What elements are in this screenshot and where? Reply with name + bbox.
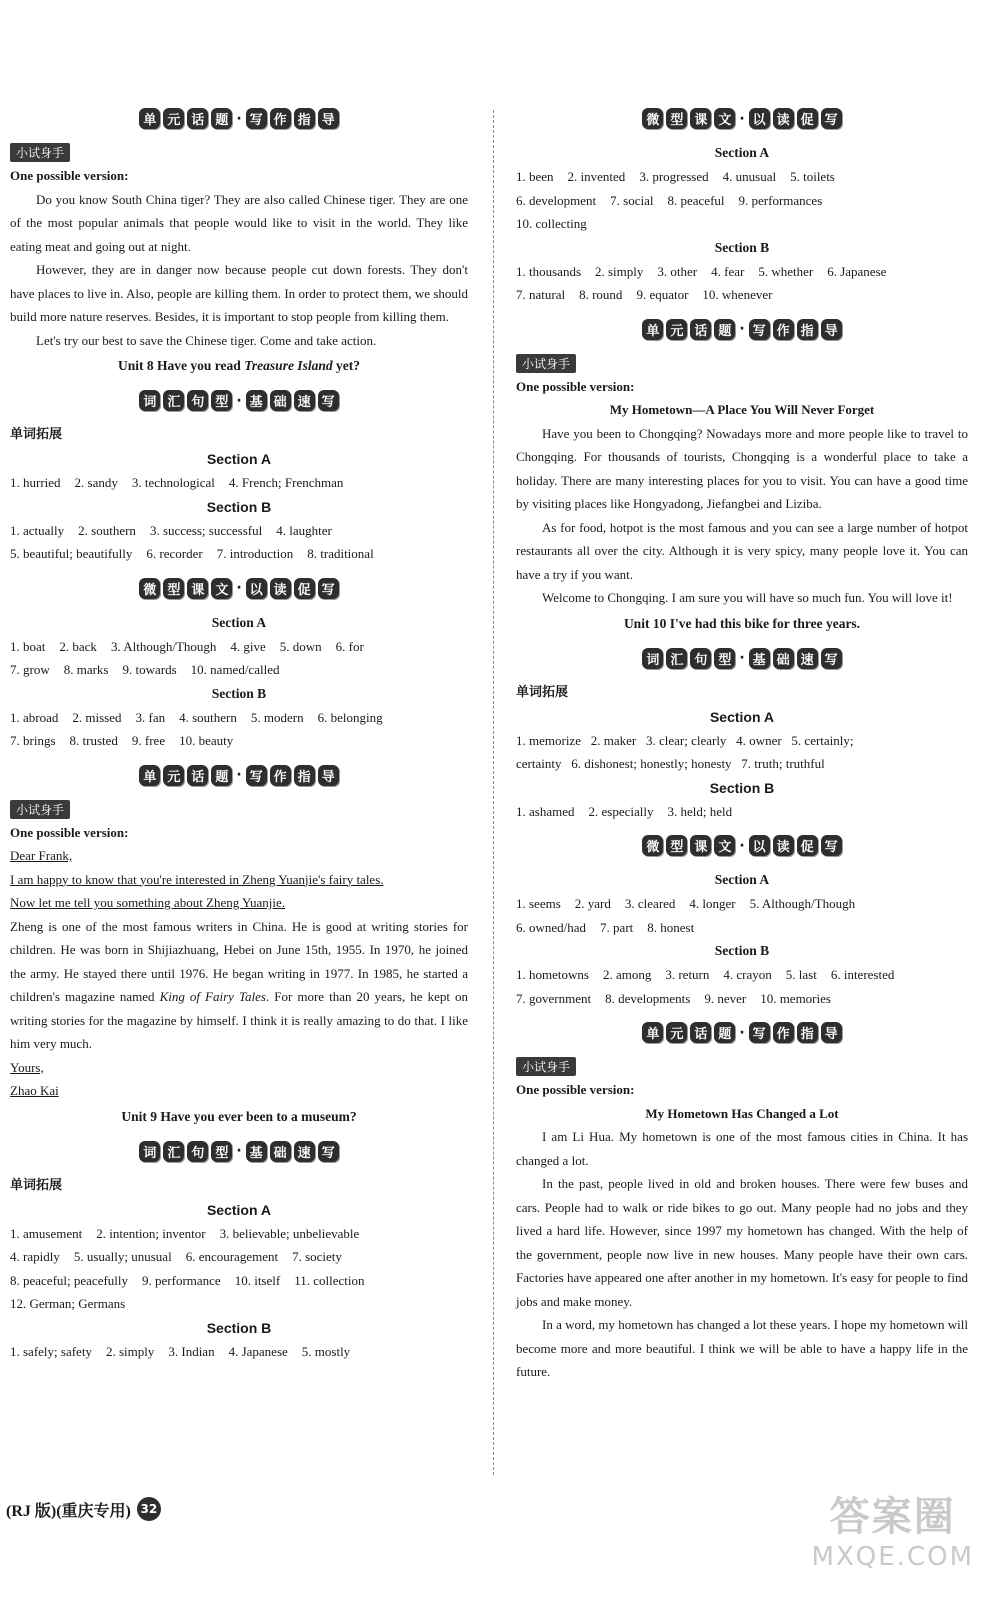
watermark-text: 答案圈 bbox=[829, 1494, 956, 1540]
banner-char: 题 bbox=[714, 1022, 735, 1043]
banner-char: 题 bbox=[211, 765, 232, 786]
banner-char: 促 bbox=[797, 835, 818, 856]
banner-char: 础 bbox=[270, 1141, 291, 1162]
answer-row bbox=[10, 729, 468, 753]
banner-char: 写 bbox=[318, 390, 339, 411]
banner-char: 读 bbox=[773, 108, 794, 129]
answer-item: 1. thousands bbox=[516, 263, 581, 279]
letter-greeting: Dear Frank, bbox=[10, 848, 73, 863]
answer-item: 9. performances bbox=[738, 192, 823, 208]
banner-char: 话 bbox=[690, 319, 711, 340]
banner-char: 速 bbox=[797, 648, 818, 669]
answer-item: 9. towards bbox=[122, 662, 177, 677]
answer-item: 5. toilets bbox=[790, 169, 835, 184]
unit8-title: Unit 8 Have you read Treasure Island yet? bbox=[118, 358, 360, 373]
banner-char: 句 bbox=[187, 1141, 208, 1162]
essay3-title: My Hometown Has Changed a Lot bbox=[645, 1105, 839, 1121]
answer-item: 1. actually bbox=[10, 522, 65, 538]
answer-item: 8. marks bbox=[63, 662, 109, 677]
tag-try: 小试身手 bbox=[516, 1057, 576, 1076]
answer-item: 9. free bbox=[131, 733, 166, 748]
banner-char: 础 bbox=[270, 390, 291, 411]
banner-char: 写 bbox=[821, 835, 842, 856]
answer-item: 5. down bbox=[279, 638, 322, 654]
banner-char: 单 bbox=[642, 1022, 663, 1043]
banner-char: 写 bbox=[318, 1141, 339, 1162]
banner-char: 元 bbox=[666, 319, 687, 340]
answer-row bbox=[516, 283, 968, 307]
banner-char: 读 bbox=[773, 835, 794, 856]
banner-char: 型 bbox=[163, 578, 184, 599]
answer-row bbox=[516, 800, 968, 824]
answer-item: 8. honest bbox=[647, 919, 695, 935]
answer-item: 8. developments bbox=[605, 990, 691, 1006]
answer-item: 2. simply bbox=[105, 1343, 155, 1359]
banner-char: 指 bbox=[797, 1022, 818, 1043]
answer-row bbox=[516, 260, 968, 284]
banner-char: 课 bbox=[187, 578, 208, 599]
answer-item: 12. German; Germans bbox=[10, 1296, 126, 1311]
answer-item: 5. usually; unusual bbox=[73, 1249, 172, 1264]
banner-char: 型 bbox=[666, 108, 687, 129]
banner-char: 写 bbox=[318, 578, 339, 599]
answer-row bbox=[10, 1340, 468, 1364]
answer-item: 9. equator bbox=[636, 287, 689, 302]
answer-item: 4. crayon bbox=[723, 967, 772, 982]
banner-char: 速 bbox=[294, 1141, 315, 1162]
banner-char: 汇 bbox=[163, 1141, 184, 1162]
column-divider bbox=[493, 110, 494, 1475]
banner-char: 话 bbox=[690, 1022, 711, 1043]
banner-char: 写 bbox=[749, 319, 770, 340]
answer-item: 7. grow bbox=[10, 662, 50, 677]
answer-item: 6. interested bbox=[830, 967, 895, 982]
section-a-heading: Section A bbox=[709, 708, 775, 725]
section-a-heading: Section A bbox=[206, 1201, 272, 1218]
banner-char: 型 bbox=[714, 648, 735, 669]
answer-item: 10. beauty bbox=[179, 733, 234, 748]
section-b-heading: Section B bbox=[709, 779, 775, 796]
answer-item: 5. beautiful; beautifully bbox=[10, 546, 133, 561]
essay1-p3: Let's try our best to save the Chinese tiger. Come and take action. bbox=[36, 332, 377, 348]
banner-char: 以 bbox=[749, 835, 770, 856]
answer-item: 3. held; held bbox=[667, 803, 733, 819]
answer-item: 2. simply bbox=[595, 263, 644, 279]
banner-char: 单 bbox=[139, 765, 160, 786]
answer-item: 8. round bbox=[579, 287, 623, 302]
banner-separator: · bbox=[236, 110, 242, 127]
answer-item: 8. trusted bbox=[69, 733, 118, 748]
banner-char: 写 bbox=[246, 108, 267, 129]
answer-item: 9. never bbox=[704, 990, 747, 1006]
tag-try: 小试身手 bbox=[516, 354, 576, 373]
banner-char: 以 bbox=[749, 108, 770, 129]
banner-separator: · bbox=[739, 1024, 745, 1041]
answer-row bbox=[516, 189, 968, 213]
essay2-p2: As for food, hotpot is the most famous and you can see a large number of hotpot restaurants all over the city. Although it is very spicy, many people love it. You can have a try if you want. bbox=[516, 519, 968, 582]
section-a-heading: Section A bbox=[206, 451, 272, 467]
watermark-url: MXQE.COM bbox=[811, 1542, 974, 1572]
answer-item: 10. named/called bbox=[190, 662, 280, 677]
answer-item: 2. back bbox=[59, 638, 97, 654]
section-a-heading: Section A bbox=[211, 614, 267, 630]
letter-closing: Yours, bbox=[10, 1059, 44, 1075]
answer-item: 5. modern bbox=[250, 709, 304, 725]
answer-row bbox=[10, 706, 468, 730]
banner-writing-guide bbox=[10, 108, 468, 129]
answer-item: 4. rapidly bbox=[10, 1249, 60, 1264]
answer-item: 6. belonging bbox=[317, 709, 383, 725]
answer-item: 2. invented bbox=[567, 169, 626, 184]
banner-micro-text bbox=[516, 835, 968, 856]
possible-version-label: One possible version: bbox=[516, 378, 635, 394]
answer-item: 4. Japanese bbox=[228, 1343, 288, 1359]
right-column bbox=[516, 96, 968, 1384]
banner-char: 句 bbox=[690, 648, 711, 669]
answer-item: 3. believable; unbelievable bbox=[219, 1225, 360, 1241]
banner-char: 作 bbox=[773, 1022, 794, 1043]
answer-item: 7. brings bbox=[10, 733, 56, 748]
banner-char: 作 bbox=[270, 765, 291, 786]
answer-item: 2. southern bbox=[78, 522, 136, 538]
banner-char: 汇 bbox=[666, 648, 687, 669]
banner-writing-guide bbox=[516, 319, 968, 340]
banner-char: 指 bbox=[294, 108, 315, 129]
answer-item: 4. unusual bbox=[722, 169, 777, 184]
answer-item: 2. sandy bbox=[74, 475, 118, 490]
essay1-p1: Do you know South China tiger? They are also called Chinese tiger. They are one of the most popular animals that people would like to visit in the world. They like eating meat and going out at night. bbox=[10, 191, 468, 254]
answer-item: 3. Indian bbox=[168, 1343, 215, 1359]
banner-char: 汇 bbox=[163, 390, 184, 411]
answer-item: 8. traditional bbox=[307, 546, 374, 561]
banner-separator: · bbox=[236, 767, 242, 783]
banner-char: 句 bbox=[187, 390, 208, 411]
tag-try: 小试身手 bbox=[10, 143, 70, 162]
banner-vocab bbox=[516, 648, 968, 669]
banner-writing-guide bbox=[10, 765, 468, 786]
possible-version-label: One possible version: bbox=[10, 824, 129, 840]
banner-separator: · bbox=[739, 321, 745, 337]
banner-separator: · bbox=[236, 392, 242, 409]
essay2-p1: Have you been to Chongqing? Nowadays more and more people like to travel to Chongqing. For thousands of tourists, Chongqing is a wonderful place to take a holiday. There are many interesting places for you to visit. You can have a good time by visiting places like Hongyadong, Jiefangbei and Liziba. bbox=[516, 425, 968, 511]
banner-separator: · bbox=[739, 650, 745, 666]
section-b-heading: Section B bbox=[211, 685, 267, 701]
tag-try: 小试身手 bbox=[10, 800, 70, 819]
essay2-p3: Welcome to Chongqing. I am sure you will have so much fun. You will love it! bbox=[542, 590, 953, 605]
banner-char: 导 bbox=[318, 765, 339, 786]
section-b-heading: Section B bbox=[206, 1319, 272, 1336]
essay3-p2: In the past, people lived in old and broken houses. There were few buses and cars. People had to walk or ride bikes to go out. Many people had no jobs and they lived a hard life. However, since 1997 my hometown has changed. With the help of the government, people now live in new houses. Many people have their own cars. Factories have appeared one after another in my hometown. It's easy for people to find jobs and make money. bbox=[516, 1176, 968, 1309]
answer-item: 3. technological bbox=[131, 475, 215, 490]
answer-item: 10. memories bbox=[760, 990, 831, 1006]
answer-item: 7. social bbox=[610, 192, 654, 208]
answer-item: 5. last bbox=[785, 967, 817, 982]
answer-item: 2. yard bbox=[574, 896, 611, 911]
letter-signature: Zhao Kai bbox=[10, 1083, 59, 1098]
answer-item: 3. success; successful bbox=[149, 522, 263, 538]
answer-row bbox=[10, 471, 468, 495]
answer-item: 1. been bbox=[516, 169, 554, 184]
section-a-heading: Section A bbox=[714, 145, 770, 160]
letter-line-1: I am happy to know that you're interested in Zheng Yuanjie's fairy tales. bbox=[10, 871, 384, 887]
banner-char: 话 bbox=[187, 108, 208, 129]
answer-item: 6. recorder bbox=[146, 546, 203, 561]
banner-char: 单 bbox=[139, 108, 160, 129]
banner-micro-text bbox=[516, 108, 968, 129]
possible-version-label: One possible version: bbox=[10, 168, 129, 183]
banner-char: 写 bbox=[246, 765, 267, 786]
answer-row bbox=[516, 916, 968, 940]
answer-item: 8. peaceful; peacefully bbox=[10, 1272, 129, 1288]
answer-row bbox=[516, 892, 968, 916]
answer-row bbox=[516, 963, 968, 987]
answer-item: 9. performance bbox=[142, 1272, 221, 1288]
banner-char: 基 bbox=[749, 648, 770, 669]
answer-row bbox=[10, 542, 468, 566]
banner-vocab bbox=[10, 390, 468, 411]
answer-item: 7. society bbox=[292, 1249, 342, 1264]
answer-row bbox=[10, 635, 468, 659]
banner-char: 导 bbox=[821, 319, 842, 340]
banner-char: 型 bbox=[211, 390, 232, 411]
banner-char: 课 bbox=[690, 108, 711, 129]
banner-char: 写 bbox=[821, 108, 842, 129]
banner-char: 题 bbox=[211, 108, 232, 129]
answer-item: 5. whether bbox=[758, 263, 814, 279]
answer-item: 2. especially bbox=[588, 803, 654, 819]
answer-row bbox=[516, 165, 968, 189]
banner-char: 单 bbox=[642, 319, 663, 340]
answer-item: 3. fan bbox=[135, 709, 166, 725]
possible-version-label: One possible version: bbox=[516, 1082, 635, 1097]
section-b-heading: Section B bbox=[714, 239, 770, 255]
banner-char: 作 bbox=[773, 319, 794, 340]
essay2-title: My Hometown—A Place You Will Never Forget bbox=[609, 402, 875, 417]
answer-item: 10. collecting bbox=[516, 216, 587, 231]
answer-item: 4. longer bbox=[689, 896, 736, 911]
banner-char: 础 bbox=[773, 648, 794, 669]
answer-row bbox=[10, 1292, 468, 1316]
answer-item: 2. among bbox=[602, 967, 652, 982]
banner-separator: · bbox=[236, 580, 242, 596]
essay1-p2: However, they are in danger now because people cut down forests. They don't have places to live in. Also, people are killing them. In order to protect them, we should build more nature reserves. Besides, it is important to stop people from killing them. bbox=[10, 262, 468, 324]
answer-item: 6. development bbox=[516, 192, 597, 208]
answer-item: 10. whenever bbox=[702, 287, 773, 302]
answer-item: 3. other bbox=[657, 263, 698, 279]
banner-char: 促 bbox=[294, 578, 315, 599]
banner-char: 基 bbox=[246, 1141, 267, 1162]
answer-item: 2. intention; inventor bbox=[96, 1225, 206, 1241]
answer-item: 1. abroad bbox=[10, 709, 59, 725]
banner-char: 型 bbox=[211, 1141, 232, 1162]
answer-item: 3. Although/Though bbox=[110, 638, 217, 654]
answer-item: 1. hometowns bbox=[516, 967, 589, 982]
answer-item: 4. fear bbox=[711, 263, 745, 279]
vocab-category: 单词拓展 bbox=[10, 1177, 63, 1193]
banner-char: 作 bbox=[270, 108, 291, 129]
answer-row bbox=[10, 1222, 468, 1246]
section-a-heading: Section A bbox=[714, 872, 770, 887]
banner-char: 词 bbox=[139, 1141, 160, 1162]
answer-item: 1. seems bbox=[516, 896, 561, 911]
banner-separator: · bbox=[739, 837, 745, 854]
answer-item: 1. safely; safety bbox=[10, 1343, 92, 1359]
vocab-category: 单词拓展 bbox=[10, 427, 63, 442]
banner-char: 文 bbox=[714, 108, 735, 129]
answer-item: 8. peaceful bbox=[667, 192, 725, 208]
banner-char: 词 bbox=[139, 390, 160, 411]
answer-item: 5. Although/Though bbox=[749, 896, 856, 911]
vocab-category: 单词拓展 bbox=[516, 684, 569, 700]
answer-item: 7. natural bbox=[516, 287, 566, 302]
answer-item: 2. missed bbox=[72, 709, 122, 725]
left-column bbox=[10, 96, 468, 1363]
answer-item: 3. progressed bbox=[639, 169, 709, 184]
answer-row bbox=[10, 519, 468, 543]
banner-char: 基 bbox=[246, 390, 267, 411]
answer-item: 1. amusement bbox=[10, 1225, 83, 1241]
answer-item: 10. itself bbox=[234, 1272, 281, 1288]
unit10-title: Unit 10 I've had this bike for three years. bbox=[623, 615, 861, 631]
edition-label: (RJ 版)(重庆专用) bbox=[6, 1502, 131, 1520]
banner-char: 写 bbox=[749, 1022, 770, 1043]
section-b-heading: Section B bbox=[206, 498, 272, 515]
banner-char: 元 bbox=[666, 1022, 687, 1043]
banner-char: 文 bbox=[211, 578, 232, 599]
answer-item: 4. French; Frenchman bbox=[228, 475, 344, 490]
banner-char: 型 bbox=[666, 835, 687, 856]
banner-char: 文 bbox=[714, 835, 735, 856]
banner-char: 读 bbox=[270, 578, 291, 599]
answer-item: 4. southern bbox=[179, 709, 237, 725]
page-number: 32 bbox=[137, 1497, 161, 1521]
banner-char: 导 bbox=[821, 1022, 842, 1043]
answer-row: 1. memorize 2. maker 3. clear; clearly 4. owner 5. certainly; bbox=[516, 732, 854, 748]
answer-item: 6. Japanese bbox=[827, 263, 887, 279]
banner-char: 速 bbox=[294, 390, 315, 411]
answer-item: 3. return bbox=[665, 967, 710, 982]
banner-separator: · bbox=[739, 110, 745, 127]
essay3-p3: In a word, my hometown has changed a lot these years. I hope my hometown will become more and more beautiful. I think we will be able to have a happy life in the future. bbox=[516, 1317, 968, 1379]
answer-item: 3. cleared bbox=[624, 896, 676, 911]
answer-item: 1. ashamed bbox=[516, 803, 575, 819]
banner-char: 指 bbox=[294, 765, 315, 786]
answer-item: 11. collection bbox=[294, 1272, 365, 1288]
banner-char: 课 bbox=[690, 835, 711, 856]
banner-separator: · bbox=[236, 1143, 242, 1159]
page-footer bbox=[6, 1497, 161, 1521]
letter-body: Zheng is one of the most famous writers in China. He is good at writing stories for children. He was born in Shijiazhuang, Hebei on June 15th, 1955. In 1970, he joined the army. He stayed there until 1976. He began writing in 1977. In 1985, he started a children's magazine named King of Fairy Tales. For more than 20 years, he kept on writing stories for the magazine by himself. I think it is really amazing to do that. I like him very much. bbox=[10, 918, 468, 1051]
unit9-title: Unit 9 Have you ever been to a museum? bbox=[121, 1108, 357, 1124]
banner-writing-guide bbox=[516, 1022, 968, 1043]
answer-item: 6. owned/had bbox=[516, 919, 587, 935]
letter-line-2: Now let me tell you something about Zheng Yuanjie. bbox=[10, 895, 285, 910]
answer-row bbox=[10, 1245, 468, 1269]
banner-char: 微 bbox=[642, 108, 663, 129]
banner-char: 微 bbox=[642, 835, 663, 856]
answer-row bbox=[516, 212, 968, 236]
banner-char: 微 bbox=[139, 578, 160, 599]
banner-micro-text bbox=[10, 578, 468, 599]
banner-char: 促 bbox=[797, 108, 818, 129]
answer-item: 5. mostly bbox=[301, 1343, 351, 1359]
answer-item: 6. for bbox=[335, 638, 364, 654]
answer-row bbox=[10, 658, 468, 682]
banner-char: 元 bbox=[163, 108, 184, 129]
banner-vocab bbox=[10, 1141, 468, 1162]
banner-char: 话 bbox=[187, 765, 208, 786]
answer-item: 4. give bbox=[230, 638, 266, 654]
answer-row bbox=[10, 1269, 468, 1293]
answer-item: 7. part bbox=[600, 919, 634, 935]
answer-item: 1. boat bbox=[10, 638, 46, 654]
banner-char: 元 bbox=[163, 765, 184, 786]
watermark-logo bbox=[812, 1485, 974, 1572]
answer-row bbox=[516, 987, 968, 1011]
answer-item: 1. hurried bbox=[10, 475, 61, 490]
banner-char: 词 bbox=[642, 648, 663, 669]
answer-item: 4. laughter bbox=[276, 522, 332, 538]
banner-char: 指 bbox=[797, 319, 818, 340]
answer-item: 6. encouragement bbox=[185, 1249, 279, 1264]
answer-item: 7. government bbox=[516, 990, 592, 1006]
banner-char: 导 bbox=[318, 108, 339, 129]
answer-row: certainty 6. dishonest; honestly; honesty 7. truth; truthful bbox=[516, 756, 825, 771]
banner-char: 写 bbox=[821, 648, 842, 669]
banner-char: 题 bbox=[714, 319, 735, 340]
answer-item: 7. introduction bbox=[216, 546, 294, 561]
section-b-heading: Section B bbox=[714, 943, 770, 958]
essay3-p1: I am Li Hua. My hometown is one of the most famous cities in China. It has changed a lot. bbox=[516, 1129, 968, 1168]
banner-char: 以 bbox=[246, 578, 267, 599]
